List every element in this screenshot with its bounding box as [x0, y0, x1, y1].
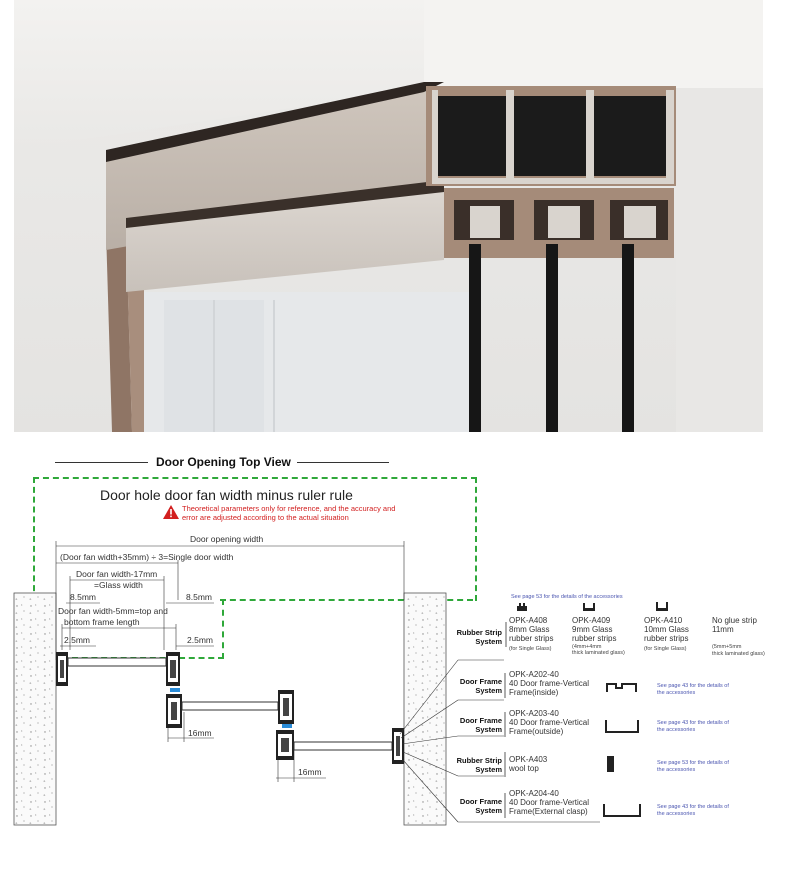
part-desc-1: 40 Door frame-Vertical [509, 679, 590, 689]
dim-16mm-a: 16mm [188, 728, 212, 738]
part-category-a403 [450, 756, 502, 774]
rubber-strip-icon-a410 [656, 602, 668, 611]
dim-8-5-right: 8.5mm [186, 592, 212, 602]
strip-desc-2: rubber strips [572, 634, 617, 644]
strip-desc-1: 9mm Glass [572, 625, 613, 635]
part-desc-2: Frame(External clasp) [509, 807, 588, 817]
strip-desc-2: rubber strips [644, 634, 689, 644]
strip-code: No glue strip [712, 616, 757, 625]
rubber-strip-a410 [644, 616, 689, 652]
strip-note-1: (5mm+5mm [712, 644, 742, 651]
strip-desc-1: 11mm [712, 625, 734, 635]
part-ref-a203 [657, 720, 729, 733]
part-desc-1: wool top [509, 764, 539, 774]
part-desc-1: 40 Door frame-Vertical [509, 718, 590, 728]
ref-line-1: See page 43 for the details of [657, 720, 729, 726]
door-leaf-1 [56, 652, 180, 686]
part-code: OPK-A202-40 [509, 670, 559, 679]
ref-line-2: the accessories [657, 766, 696, 773]
category-line-2: System [475, 637, 502, 646]
part-a204 [509, 789, 589, 817]
dim-single-door: (Door fan width+35mm) ÷ 3=Single door width [60, 552, 234, 562]
rubber-strip-icon-a408 [517, 603, 527, 611]
strip-code: OPK-A410 [644, 616, 683, 625]
ref-line-2: the accessories [657, 726, 696, 733]
strip-code: OPK-A408 [509, 616, 548, 625]
part-ref-a202 [657, 683, 729, 696]
rubber-strip-none [712, 616, 765, 657]
strip-note-2: thick laminated glass) [572, 649, 625, 656]
wall-left [14, 593, 56, 825]
ref-line-2: the accessories [657, 689, 696, 696]
part-desc-2: Frame(inside) [509, 688, 559, 698]
category-line-2: System [475, 765, 502, 774]
category-line-2: System [475, 725, 502, 734]
wall-right [404, 593, 446, 825]
category-line-1: Door Frame [459, 797, 502, 806]
part-code: OPK-A403 [509, 755, 548, 764]
door-leaf-3 [276, 728, 404, 764]
category-line-1: Rubber Strip [456, 628, 502, 637]
category-line-1: Door Frame [459, 716, 502, 725]
wool-top-icon-a403 [607, 756, 614, 772]
part-category-a204 [450, 797, 502, 815]
frame-icon-a202 [607, 684, 636, 692]
strip-note-1: (4mm+4mm [572, 643, 602, 650]
ref-line-1: See page 43 for the details of [657, 683, 729, 689]
strip-desc-2: rubber strips [509, 634, 554, 644]
dim-2-5-left: 2.5mm [64, 635, 90, 645]
strip-note-2: thick laminated glass) [712, 650, 765, 657]
part-desc-1: 40 Door frame-Vertical [509, 798, 590, 808]
warning-text: Theoretical parameters only for reference, and the accuracy and error are adjusted according to the actual situation [182, 504, 396, 522]
ref-line-1: See page 53 for the details of [657, 760, 729, 766]
dim-glass-line1: Door fan width-17mm [76, 569, 158, 579]
main-title: Door hole door fan width minus ruler rule [100, 487, 353, 503]
dim-frame-line2: bottom frame length [64, 617, 140, 627]
ref-line-2: the accessories [657, 810, 696, 817]
strip-note-1: (for Single Glass) [509, 645, 552, 652]
category-line-2: System [475, 806, 502, 815]
part-code: OPK-A204-40 [509, 789, 559, 798]
part-category-a202 [450, 677, 502, 695]
dim-frame-line1: Door fan width-5mm=top and [58, 606, 168, 616]
strip-desc-1: 10mm Glass [644, 625, 689, 635]
door-leaf-2 [166, 690, 294, 728]
dim-2-5-right: 2.5mm [187, 635, 213, 645]
part-ref-a204 [657, 804, 729, 817]
frame-icon-a204 [604, 804, 640, 816]
dim-glass-line2: =Glass width [94, 580, 143, 590]
dim-8-5-left: 8.5mm [70, 592, 96, 602]
accessories-note: See page 53 for the details of the accessories [511, 594, 623, 600]
rubber-strip-icon-a409 [583, 603, 595, 611]
rubber-strip-category [450, 628, 502, 646]
part-code: OPK-A203-40 [509, 709, 559, 718]
frame-icon-a203 [606, 720, 638, 732]
part-a202 [509, 670, 589, 698]
category-line-1: Door Frame [459, 677, 502, 686]
part-ref-a403 [657, 760, 729, 773]
rubber-strip-a408 [509, 616, 553, 652]
ref-line-1: See page 43 for the details of [657, 804, 729, 810]
strip-note-1: (for Single Glass) [644, 645, 687, 652]
category-line-1: Rubber Strip [456, 756, 502, 765]
category-line-2: System [475, 686, 502, 695]
section-title: Door Opening Top View [156, 455, 291, 469]
part-desc-2: Frame(outside) [509, 727, 564, 737]
part-a203 [509, 709, 589, 737]
strip-desc-1: 8mm Glass [509, 625, 550, 635]
dim-door-opening: Door opening width [190, 534, 264, 544]
part-category-a203 [450, 716, 502, 734]
strip-code: OPK-A409 [572, 616, 611, 625]
dim-16mm-b: 16mm [298, 767, 322, 777]
part-a403 [509, 755, 547, 773]
rubber-strip-a409 [572, 616, 625, 656]
